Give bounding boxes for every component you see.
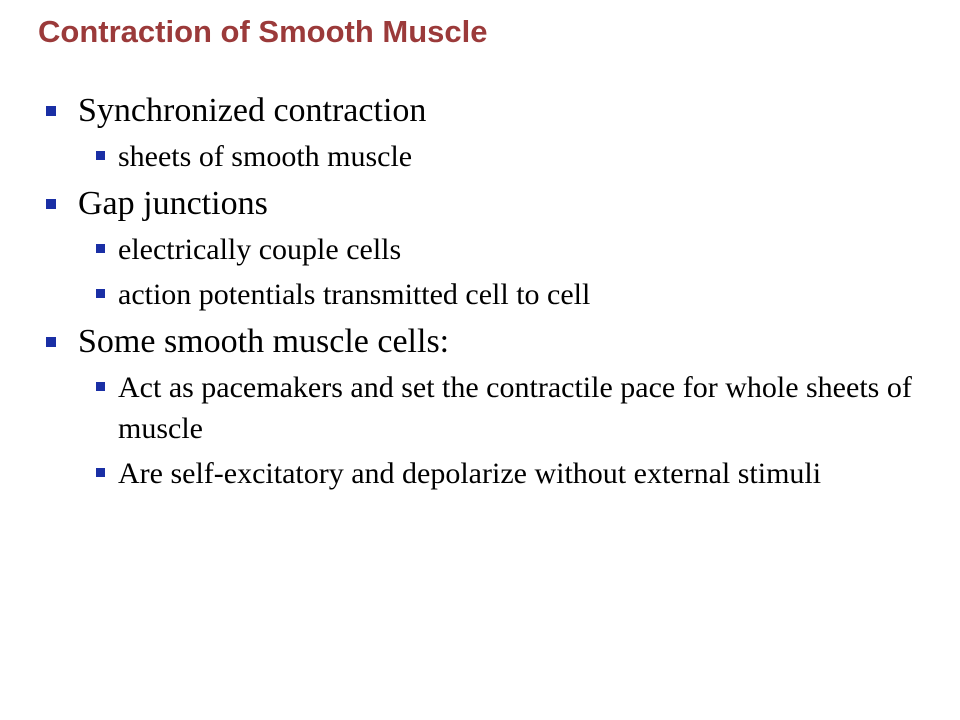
sub-bullet-text: Act as pacemakers and set the contractile pace for whole sheets of muscle <box>118 371 912 445</box>
sub-bullet-text: Are self-excitatory and depolarize without external stimuli <box>118 457 822 490</box>
bullet-list <box>46 88 926 498</box>
sub-bullet-item <box>46 274 926 315</box>
bullet-text: Synchronized contraction <box>78 92 427 129</box>
sub-bullet-text: action potentials transmitted cell to cell <box>118 278 591 311</box>
sub-bullet-text: sheets of smooth muscle <box>118 140 413 173</box>
bullet-text: Gap junctions <box>78 185 268 222</box>
bullet-item <box>46 88 926 134</box>
sub-bullet-item <box>46 229 926 270</box>
sub-bullet-text: electrically couple cells <box>118 233 402 266</box>
bullet-text: Some smooth muscle cells: <box>78 323 450 360</box>
square-bullet-icon <box>96 468 105 477</box>
square-bullet-icon <box>96 289 105 298</box>
sub-bullet-item <box>46 453 926 494</box>
sub-bullet-item <box>46 136 926 177</box>
sub-bullet-item <box>46 367 926 449</box>
square-bullet-icon <box>46 199 56 209</box>
square-bullet-icon <box>96 151 105 160</box>
square-bullet-icon <box>46 337 56 347</box>
slide-title: Contraction of Smooth Muscle <box>38 14 488 49</box>
square-bullet-icon <box>96 382 105 391</box>
square-bullet-icon <box>96 244 105 253</box>
square-bullet-icon <box>46 106 56 116</box>
bullet-item <box>46 319 926 365</box>
bullet-item <box>46 181 926 227</box>
